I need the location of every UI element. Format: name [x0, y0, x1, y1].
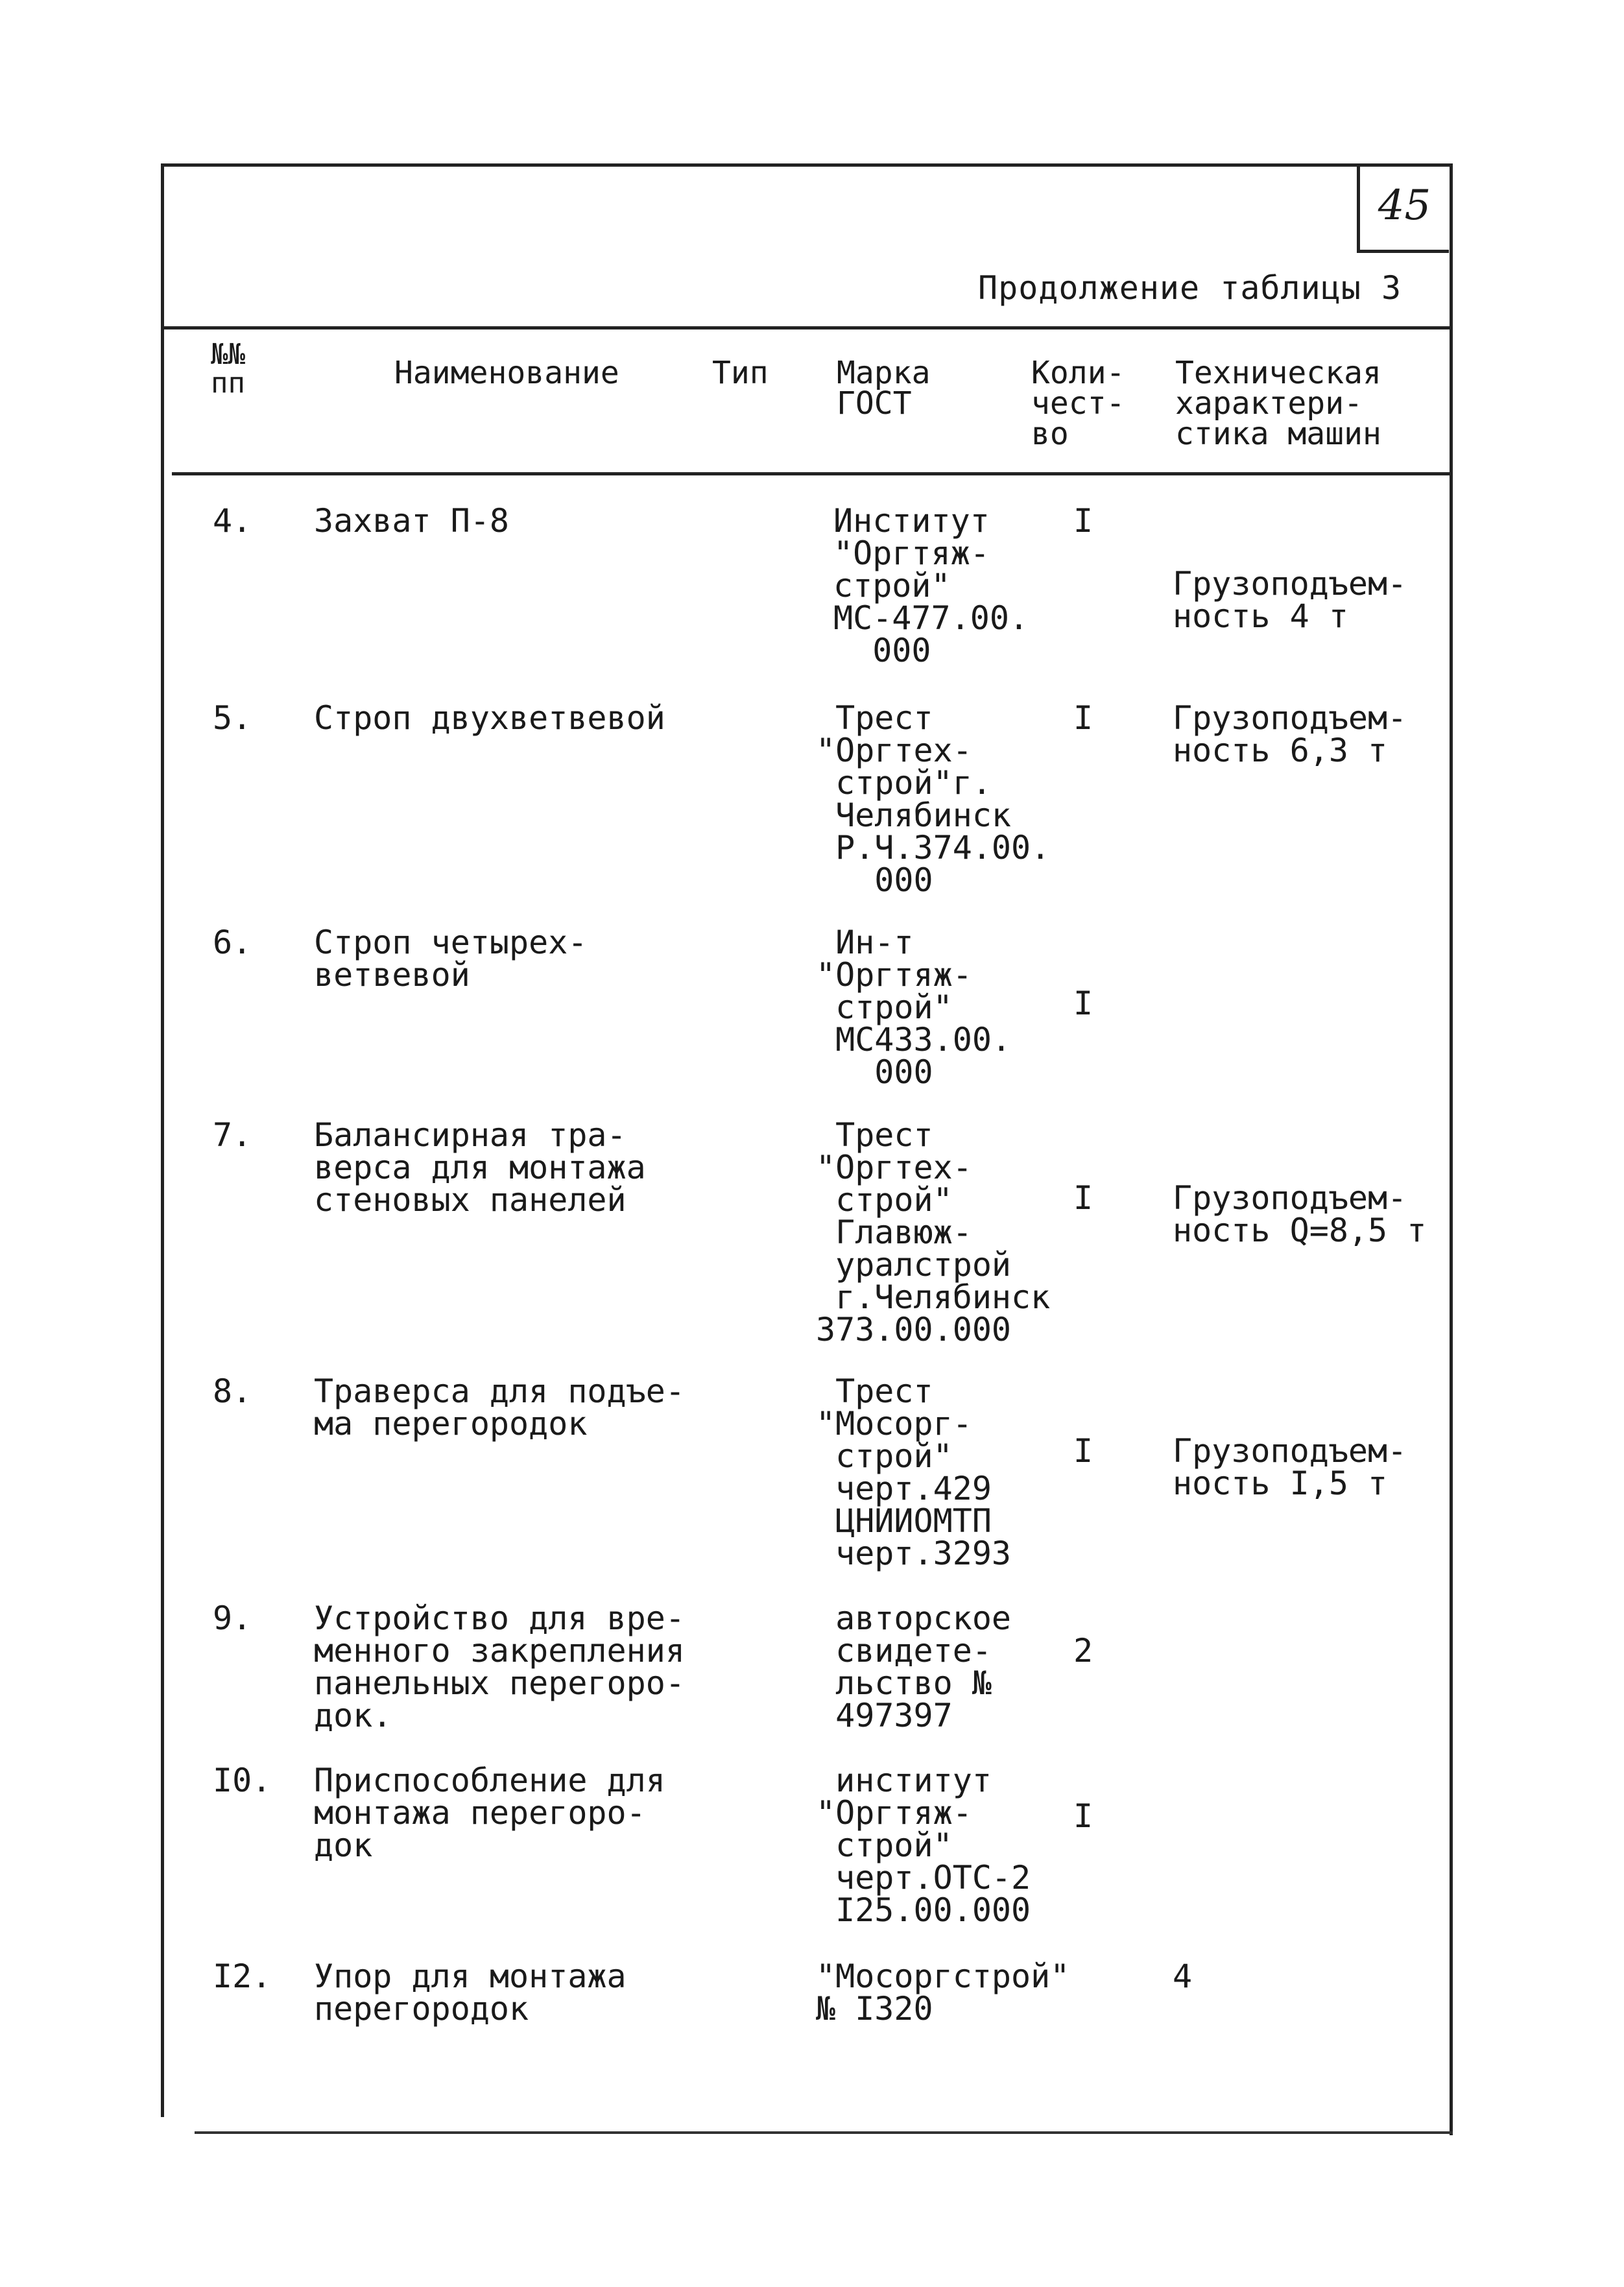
col-header-num: №№ пп — [211, 338, 245, 400]
row-qty: I — [1073, 1432, 1093, 1470]
row-qty: 2 — [1073, 1632, 1093, 1670]
row-mark: Институт "Оргтяж- строй" МС-477.00. 000 — [833, 502, 1029, 669]
row-spec: Грузоподъем- ность Q=8,5 т — [1173, 1179, 1427, 1249]
row-mark: Трест "Мосорг- строй" черт.429 ЦНИИОМТП черт.3293 — [816, 1372, 1012, 1572]
row-number: I0. — [213, 1762, 272, 1799]
row-qty: I — [1073, 1179, 1093, 1217]
header-bottom-rule — [172, 472, 1451, 475]
row-number: 7. — [213, 1116, 252, 1154]
row-spec: Грузоподъем- ность I,5 т — [1173, 1432, 1407, 1502]
row-number: 5. — [213, 699, 252, 737]
col-header-spec: Техническая характери- стика машин — [1175, 355, 1381, 452]
row-number: I2. — [213, 1958, 272, 1995]
row-mark: Трест "Оргтех- строй" Главюж- уралстрой г.Челябинск 373.00.000 — [816, 1116, 1051, 1348]
row-spec: Грузоподъем- ность 4 т — [1173, 565, 1407, 635]
row-mark: Трест "Оргтех- строй"г. Челябинск Р.Ч.374.00. 000 — [816, 699, 1051, 899]
row-name: Траверса для подъе- ма перегородок — [314, 1372, 685, 1443]
row-number: 9. — [213, 1599, 252, 1637]
col-header-qty: Коли- чест- во — [1031, 355, 1125, 452]
row-qty: I — [1073, 699, 1093, 737]
row-number: 4. — [213, 502, 252, 540]
row-spec: Грузоподъем- ность 6,3 т — [1173, 699, 1407, 769]
frame-bottom-border — [195, 2131, 1453, 2134]
row-qty: I — [1073, 985, 1093, 1022]
row-qty: 4 — [1173, 1958, 1193, 1995]
frame-top-border — [161, 163, 1453, 167]
row-mark: Ин-т "Оргтяж- строй" МС433.00. 000 — [816, 924, 1012, 1091]
header-top-rule — [162, 326, 1450, 329]
row-name: Упор для монтажа перегородок — [314, 1958, 627, 2028]
row-name: Строп четырех- ветвевой — [314, 924, 588, 994]
row-name: Строп двухветвевой — [314, 699, 665, 737]
row-name: Захват П-8 — [314, 502, 510, 540]
row-name: Приспособление для монтажа перегоро- док — [314, 1762, 665, 1864]
row-mark: авторское свидете- льство № 497397 — [835, 1599, 1012, 1734]
row-name: Устройство для вре- менного закрепления панельных перегоро- док. — [314, 1599, 685, 1734]
page-number: 45 — [1357, 163, 1449, 253]
frame-right-border — [1450, 163, 1453, 2135]
col-header-type: Тип — [712, 355, 769, 391]
row-qty: I — [1073, 502, 1093, 540]
row-number: 8. — [213, 1372, 252, 1410]
row-number: 6. — [213, 924, 252, 961]
col-header-mark: Марка ГОСТ — [837, 355, 931, 422]
row-name: Балансирная тра- верса для монтажа стеновых панелей — [314, 1116, 646, 1219]
row-mark: "Мосоргстрой" № I320 — [816, 1958, 1070, 2028]
col-header-name: Наименование — [394, 355, 619, 391]
row-mark: институт "Оргтяж- строй" черт.ОТС-2 I25.00.000 — [816, 1762, 1031, 1929]
row-qty: I — [1073, 1797, 1093, 1835]
frame-left-border — [161, 163, 164, 2117]
table-caption: Продолжение таблицы 3 — [978, 269, 1402, 307]
